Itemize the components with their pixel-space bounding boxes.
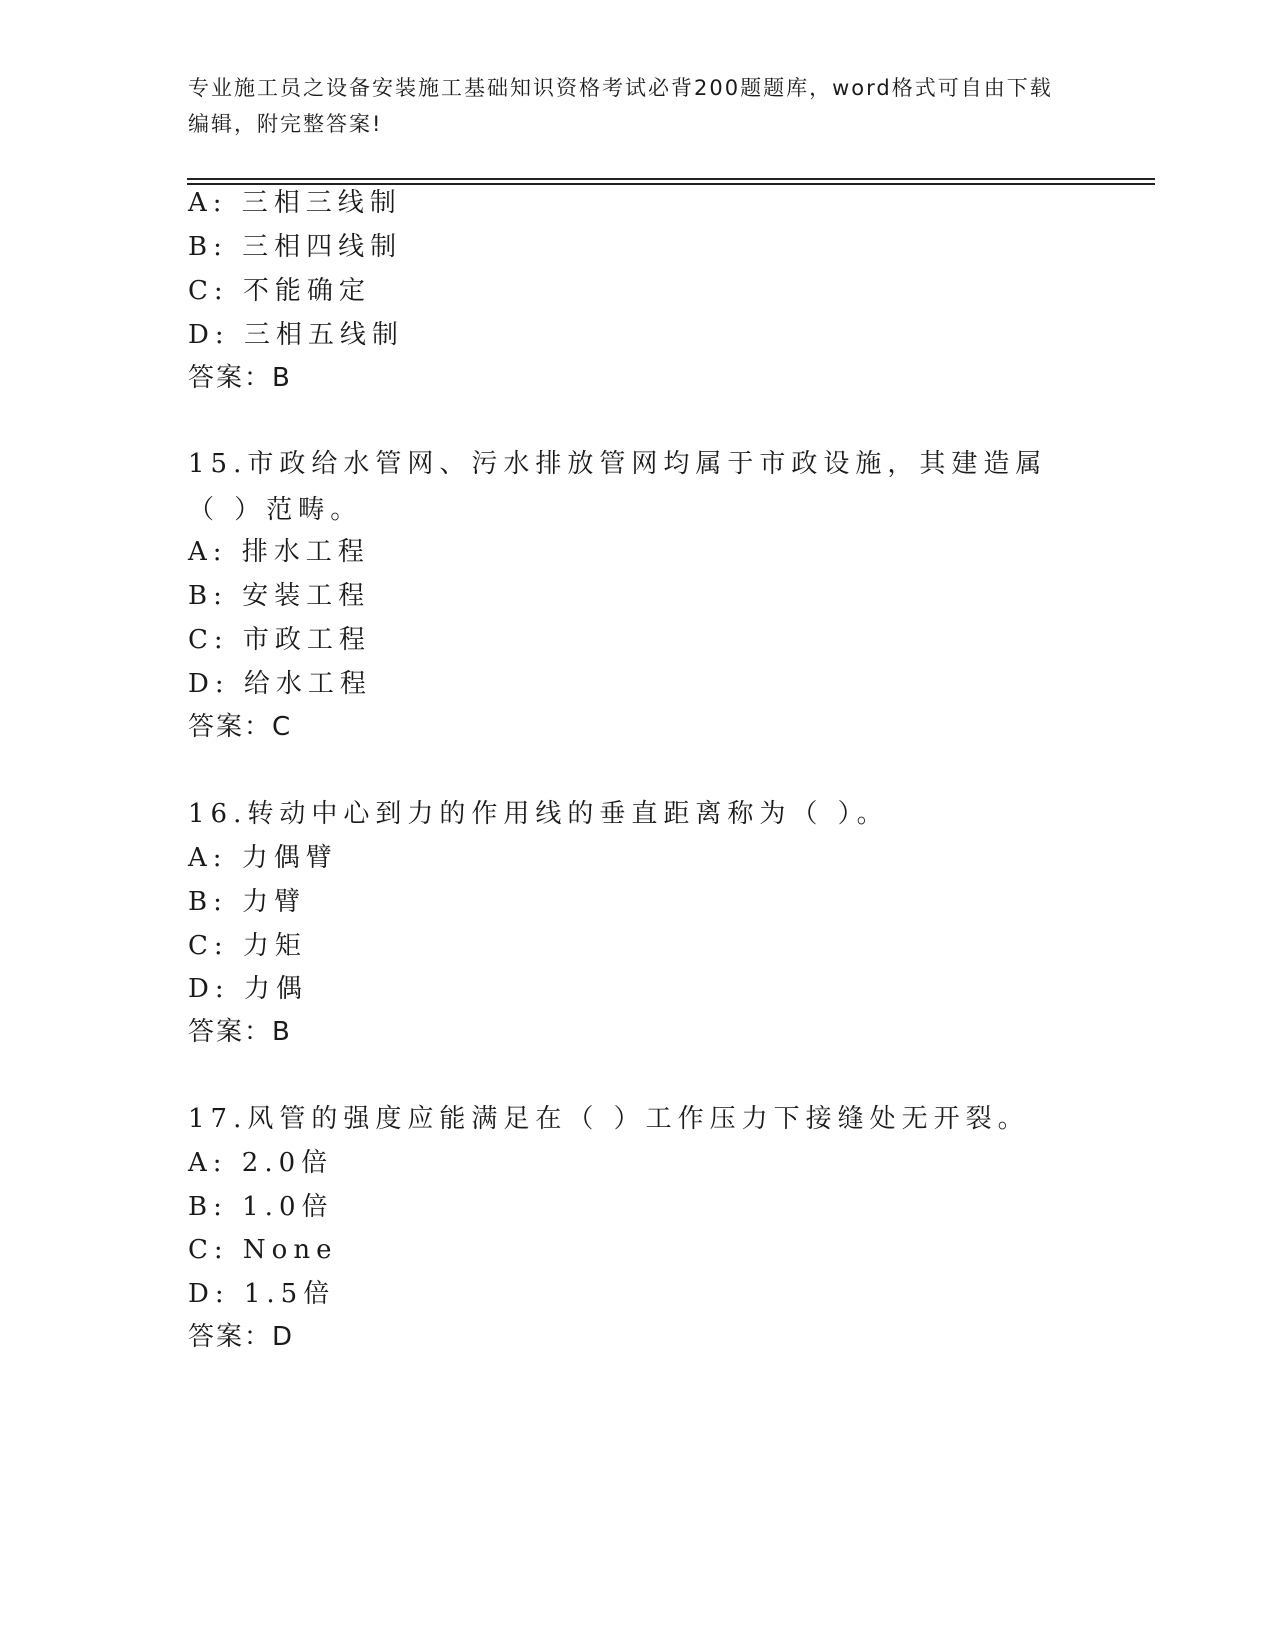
q15-option-c: C: 市政工程 [188,625,371,655]
q15-option-d: D: 给水工程 [188,669,372,699]
q14-option-d: D: 三相五线制 [188,320,404,350]
q14-option-b: B: 三相四线制 [188,232,403,262]
q16-question: 16.转动中心到力的作用线的垂直距离称为（ ）。 [188,799,889,829]
q15-option-b: B: 安装工程 [188,581,371,611]
q17-option-b: B: 1.0倍 [188,1192,334,1222]
q15-question: 15.市政给水管网、污水排放管网均属于市政设施，其建造属（ ）范畴。 [188,449,1048,525]
q16-option-d: D: 力偶 [188,974,308,1004]
q16-option-a: A: 力偶臂 [188,843,338,873]
q17-answer: 答案：D [188,1322,295,1352]
q17-question: 17.风管的强度应能满足在（ ）工作压力下接缝处无开裂。 [188,1104,1030,1134]
q14-option-a: A: 三相三线制 [188,188,402,218]
q17-option-a: A: 2.0倍 [188,1148,334,1178]
q16-answer: 答案：B [188,1017,292,1047]
q16-option-b: B: 力臂 [188,887,307,917]
q17-option-c: C: None [188,1235,338,1265]
document-header: 专业施工员之设备安装施工基础知识资格考试必背200题题库，word格式可自由下载编辑，附完整答案! [188,76,1053,136]
q15-answer: 答案：C [188,712,293,742]
q15-option-a: A: 排水工程 [188,537,370,567]
q17-option-d: D: 1.5倍 [188,1279,336,1309]
q14-answer: 答案：B [188,363,292,393]
q14-option-c: C: 不能确定 [188,276,371,306]
q16-option-c: C: 力矩 [188,931,307,961]
